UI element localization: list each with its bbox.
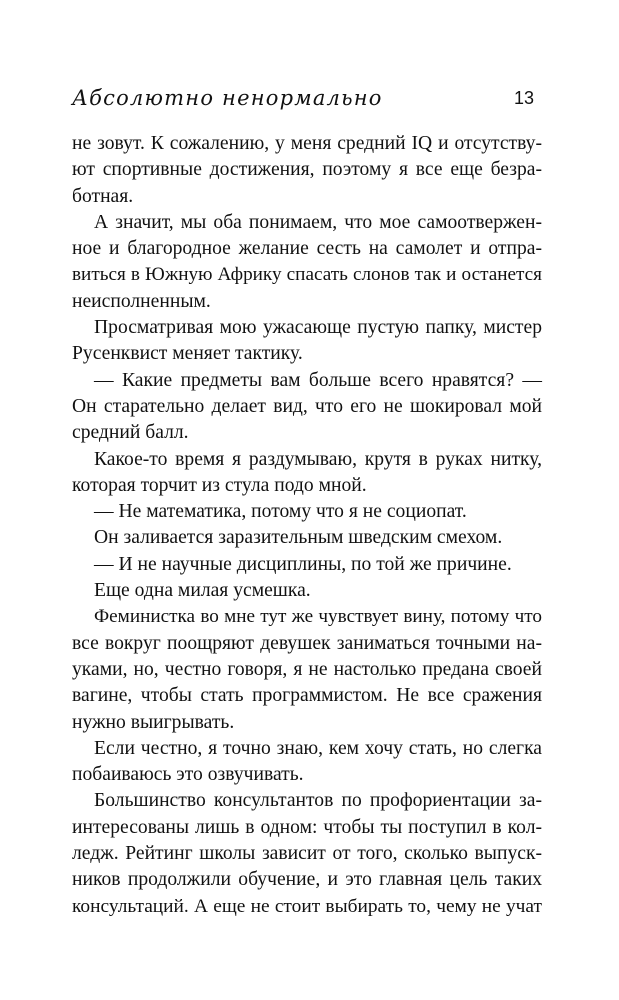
- text-line: — И не научные дисциплины, по той же причине.: [94, 553, 512, 575]
- text-line: ботная.: [72, 185, 134, 207]
- text-line: нужно выигрывать.: [72, 711, 235, 733]
- text-line: ледж. Рейтинг школы зависит от того, сколько выпуск-: [72, 843, 542, 865]
- text-line: Феминистка во мне тут же чувствует вину, потому что: [94, 606, 542, 628]
- text-line: ников продолжили обучение, и это главная цель таких: [72, 869, 542, 891]
- text-line: Он старательно делает вид, что его не шокировал мой: [72, 395, 542, 417]
- text-line: Какое-то время я раздумываю, крутя в руках нитку,: [94, 448, 542, 470]
- text-line: Еще одна милая усмешка.: [94, 580, 311, 602]
- text-line: — Не математика, потому что я не социопат.: [94, 501, 467, 523]
- text-line: Если честно, я точно знаю, кем хочу стать, но слегка: [94, 737, 542, 759]
- text-line: консультаций. А еще не стоит выбирать то, чему не учат: [72, 895, 542, 917]
- text-line: Он заливается заразительным шведским смехом.: [94, 527, 503, 549]
- text-line: не зовут. К сожалению, у меня средний IQ и отсутству-: [72, 133, 542, 154]
- body-text: [72, 131, 542, 920]
- text-line: Большинство консультантов по профориентации за-: [94, 790, 542, 812]
- page-number: 13: [513, 88, 534, 108]
- text-line: Русенквист меняет тактику.: [72, 343, 303, 365]
- text-line: неисполненным.: [72, 290, 211, 312]
- text-line: которая торчит из стула подо мной.: [72, 474, 367, 496]
- text-line: средний балл.: [72, 422, 189, 444]
- text-line: А значит, мы оба понимаем, что мое самоотвержен-: [94, 211, 542, 233]
- running-header: [72, 86, 534, 120]
- text-line: интересованы лишь в одном: чтобы ты поступил в кол-: [72, 816, 542, 838]
- text-line: вагине, чтобы стать программистом. Не все сражения: [72, 685, 542, 707]
- text-line: ное и благородное желание сесть на самолет и отпра-: [72, 238, 542, 260]
- text-line: уками, но, честно говоря, я не настолько предана своей: [72, 658, 542, 680]
- text-line: все вокруг поощряют девушек заниматься точными на-: [72, 632, 542, 654]
- text-line: — Какие предметы вам больше всего нравятся? —: [94, 369, 542, 391]
- text-line: ют спортивные достижения, поэтому я все еще безра-: [72, 159, 542, 181]
- text-line: виться в Южную Африку спасать слонов так и останется: [72, 264, 542, 286]
- book-title: Абсолютно ненормально: [72, 86, 383, 110]
- text-line: побаиваюсь это озвучивать.: [72, 764, 304, 786]
- text-line: Просматривая мою ужасающе пустую папку, мистер: [94, 317, 542, 339]
